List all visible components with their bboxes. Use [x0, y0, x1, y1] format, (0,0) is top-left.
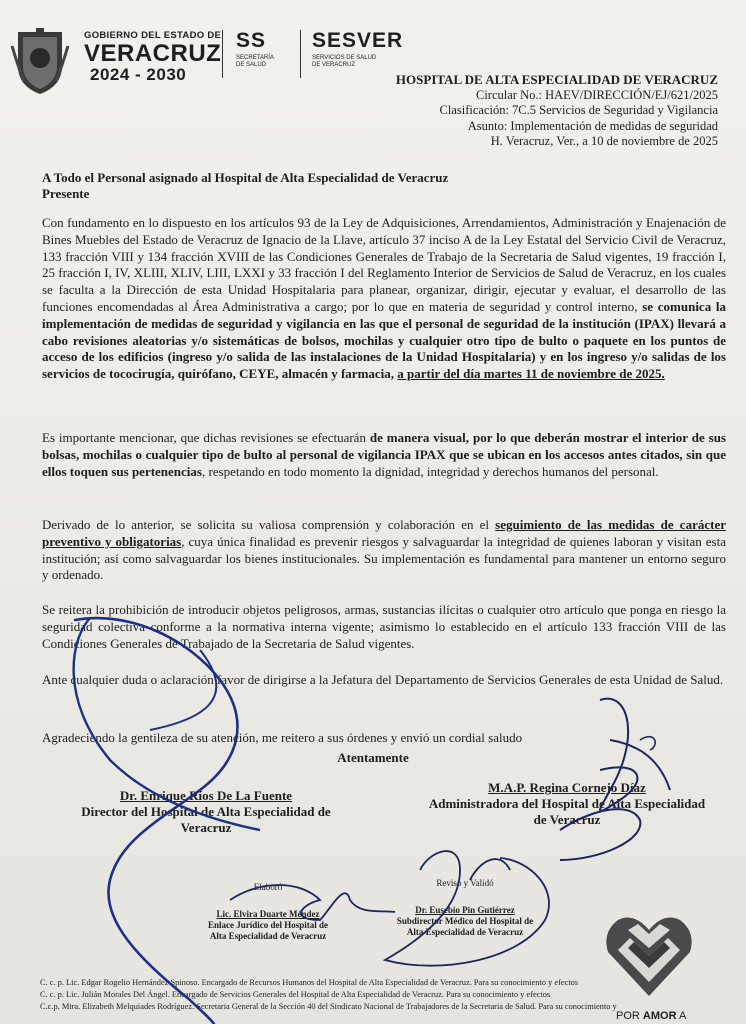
sesver-logo-sub2: DE VERACRUZ	[312, 62, 356, 68]
footer-slogan	[616, 1010, 686, 1022]
ccp-line-2: C. c. p. Lic. Julián Morales Del Ángel. Encargado de Servicios Generales del Hospital de Alta Especialidad de Veracruz. Para su conocimiento y efectos	[40, 990, 551, 999]
government-logo-text	[84, 30, 221, 84]
p2-tail: , respetando en todo momento la dignidad, integridad y derechos humanos del personal.	[201, 463, 659, 479]
p3-tail: , cuya única finalidad es prevenir riesgos y salvaguardar la integridad de quienes laboran y visitan esta institución; así como salvaguardar los bienes institucionales. Su implementación es fundamental para mantener un entorno seguro y ordenado.	[42, 533, 727, 583]
slogan-amor: AMOR	[642, 1010, 677, 1022]
p1-date: a partir del día martes 11 de noviembre de 2025.	[397, 366, 665, 382]
reviso-name: Dr. Eusebio Pin Gutiérrez	[415, 905, 515, 915]
copy-recipients	[40, 977, 740, 1013]
paragraph-1	[42, 215, 726, 383]
signature-block-reviso	[380, 878, 550, 938]
gov-line3: 2024 - 2030	[90, 65, 187, 84]
p3-text: Derivado de lo anterior, se solicita su valiosa comprensión y colaboración en el	[42, 517, 496, 532]
administradora-name: M.A.P. Regina Cornejo Díaz	[488, 780, 646, 795]
ss-logo-sub2: DE SALUD	[236, 62, 267, 68]
document-metadata	[396, 72, 718, 150]
header-divider	[300, 30, 301, 78]
administradora-title-1: Administradora del Hospital de Alta Especialidad	[428, 796, 706, 811]
elaboro-title-2: Alta Especialidad de Veracruz	[209, 931, 327, 941]
paragraph-4: Se reitera la prohibición de introducir objetos peligrosos, armas, sustancias ilícitas o cualquier otro artículo que ponga en riesgo la seguridad colectiva conforme a la normativa interna vigente; asimismo lo establecido en el artículo 133 fracción VIII de las Condiciones Generales de Trabajado de la Secretaria de Salud vigentes.	[42, 602, 726, 651]
elaboro-title-1: Enlace Jurídico del Hospital de	[207, 920, 328, 930]
signature-block-elaboro	[168, 882, 368, 942]
p1-text: Con fundamento en lo dispuesto en los artículos 93 de la Ley de Adquisiciones, Arrendamientos, Administración y Enajenación de Bines Muebles del Estado de Veracruz de Ignacio de la Llave, artículo 37 inciso A de la Ley Estatal del Servicio Civil de Veracruz, 133 fracción VIII y 134 fracción XVIII de las Condiciones Generales de Trabajo de la Secretaria de Salud vigentes, 19 fracción I, 25 fracción I, IV, XLIII, XLIV, LIII, LXXI y 33 fracción I del Reglamento Interior de Servicios de Salud de Veracruz, en los cuales se faculta a la Dirección de esta Unidad Hospitalaria para planear, organizar, dirigir, ejecutar y evaluar, el desarrollo de las funciones encomendadas al Área Administrativa a cargo; por lo que en materia de seguridad y control interno,	[42, 215, 726, 314]
slogan-por: POR	[616, 1010, 640, 1022]
sesver-logo-text: SESVER	[312, 29, 404, 52]
director-name: Dr. Enrique Ríos De La Fuente	[119, 788, 293, 803]
p1-bold: se comunica la implementación de medidas de seguridad y vigilancia en las que el personal de seguridad de la institución (IPAX) llevará a cabo revisiones aleatorias y/o sistemáticas de bolsos, mochilas y cualquier otro tipo de bulto o paquete en los puntos de acceso de los edificios (ingreso y/o salida de las instalaciones de la Unidad Hospitalaria) y en los ingreso y/o salidas de los servicios de tococirugía, quirófano, CEYE, almacén y farmacia,	[42, 298, 726, 382]
paragraph-2	[42, 430, 726, 480]
slogan-a: A	[678, 1010, 687, 1022]
header-divider	[222, 30, 223, 78]
paragraph-5: Ante cualquier duda o aclaración favor de dirigirse a la Jefatura del Departamento de Servicios Generales de esta Unidad de Salud.	[42, 672, 724, 687]
ccp-line-1: C. c. p. Lic. Edgar Rogelio Hernández Spinoso. Encargado de Recursos Humanos del Hospital de Alta Especialidad de Veracruz. Para su conocimiento y efectos	[40, 978, 579, 987]
elaboro-label: Elaboró	[253, 882, 283, 892]
ss-logo-sub1: SECRETARÍA	[236, 55, 274, 61]
date-line: H. Veracruz, Ver., a 10 de noviembre de 2025	[490, 134, 718, 148]
hospital-name: HOSPITAL DE ALTA ESPECIALIDAD DE VERACRUZ	[395, 72, 718, 87]
paragraph-3	[42, 517, 726, 584]
sesver-logo-sub1: SERVICIOS DE SALUD	[312, 55, 377, 61]
closing-atentamente: Atentamente	[337, 750, 409, 765]
gov-line2: VERACRUZ	[84, 40, 222, 67]
presente-line: Presente	[42, 186, 90, 201]
reviso-label: Revisó y Validó	[436, 878, 494, 888]
p2-text: Es importante mencionar, que dichas revisiones se efectuarán	[42, 430, 370, 445]
ss-logo-text: SS	[236, 29, 267, 52]
signature-block-administradora	[392, 780, 742, 828]
signature-block-director	[56, 788, 356, 836]
addressee	[42, 170, 448, 202]
p2-bold: de manera visual, por lo que deberán mostrar el interior de sus bolsas, mochilas o cualquier tipo de bulto al personal de vigilancia IPAX que se ubican en los accesos antes citados, sin que ellos toquen sus pertenencias	[42, 430, 726, 479]
circular-number: Circular No.: HAEV/DIRECCIÓN/EJ/621/2025	[476, 87, 718, 102]
sesver-logo	[312, 30, 403, 69]
reviso-title-1: Subdirector Médico del Hospital de	[396, 916, 534, 926]
director-title-2: Veracruz	[180, 820, 232, 835]
addressee-line: A Todo el Personal asignado al Hospital de Alta Especialidad de Veracruz	[42, 170, 449, 185]
subject: Asunto: Implementación de medidas de seguridad	[467, 118, 718, 133]
ccp-line-3: C.c.p. Mtra. Elizabeth Melquiades Rodríguez. Secretaria General de la Sección 40 del Sindicato Nacional de Trabajadores de la Secretaria de Salud. Para su conocimiento y	[40, 1002, 617, 1011]
gov-line1: GOBIERNO DEL ESTADO DE	[84, 30, 222, 41]
elaboro-name: Lic. Elvira Duarte Méndez	[216, 909, 320, 919]
classification: Clasificación: 7C.5 Servicios de Seguridad y Vigilancia	[439, 103, 718, 117]
administradora-title-2: de Veracruz	[533, 812, 601, 827]
director-title-1: Director del Hospital de Alta Especialidad de	[81, 804, 331, 819]
veracruz-crest-icon	[10, 26, 70, 98]
paragraph-6: Agradeciendo la gentileza de su atención, me reitero a sus órdenes y envió un cordial saludo	[42, 730, 523, 745]
ss-logo	[236, 30, 274, 69]
p3-bold: seguimiento de las medidas de carácter preventivo y obligatorias	[42, 517, 726, 549]
reviso-title-2: Alta Especialidad de Veracruz	[406, 927, 524, 937]
